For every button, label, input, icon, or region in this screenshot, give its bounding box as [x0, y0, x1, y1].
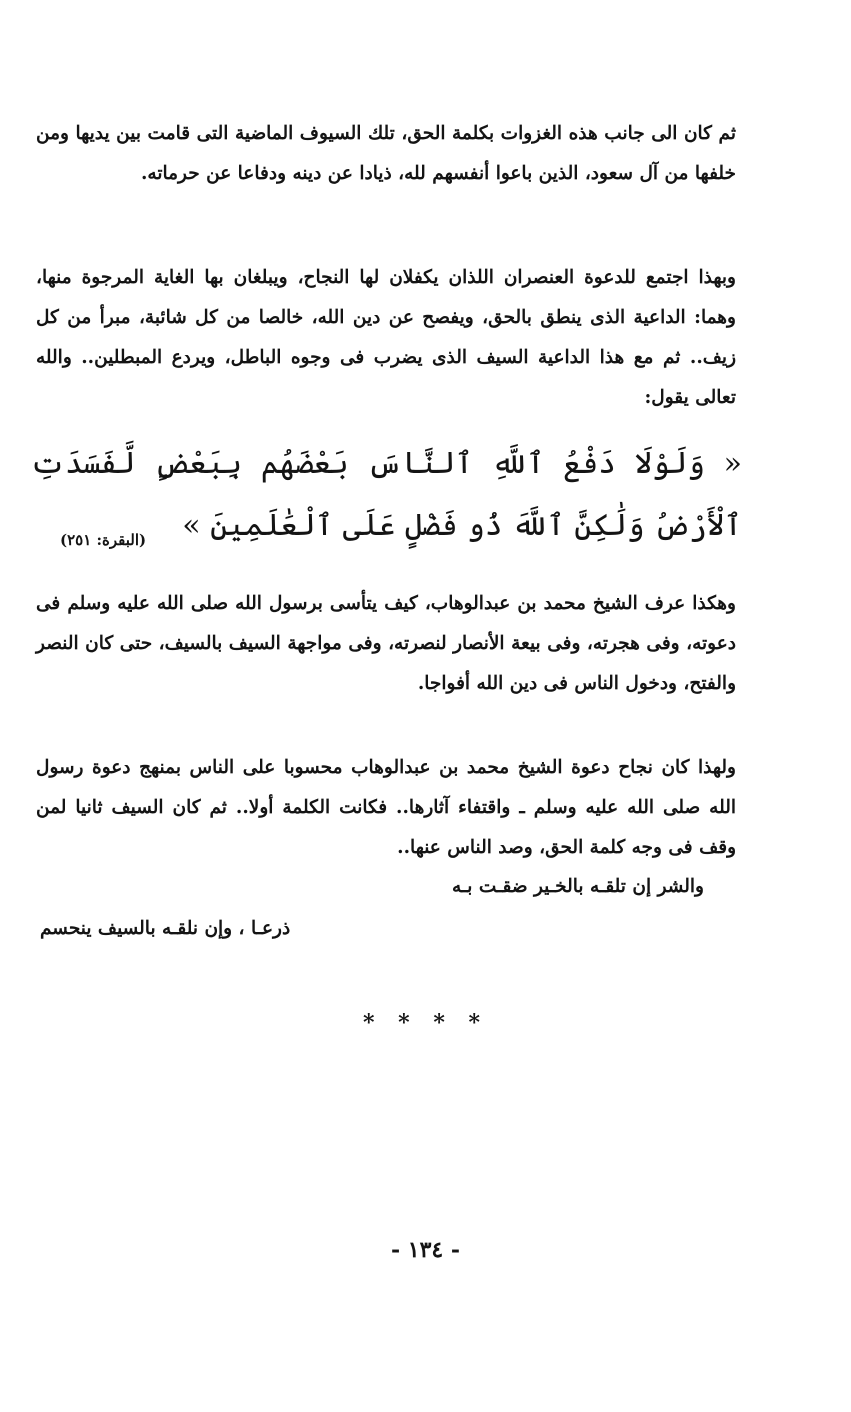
page-number: - ١٣٤ - — [390, 1237, 461, 1263]
verse-reference: (البقرة: ٢٥١) — [60, 531, 147, 549]
poem-line-1: والشر إن تلقـه بالخـير ضقـت بـه — [451, 876, 704, 897]
paragraph-3: وهكذا عرف الشيخ محمد بن عبدالوهاب، كيف يتأسى برسول الله صلى الله عليه وسلم فى دعوته، وفى هجرته، وفى بيعة الأنصار لنصرته، وفى مواجهة السيف بالسيف، حتى كان النصر والفتح، ودخول الناس فى دين الله أفواجا. — [36, 593, 736, 694]
paragraph-4: ولهذا كان نجاح دعوة الشيخ محمد بن عبدالوهاب محسوبا على الناس بمنهج دعوة رسول الله صلى الله عليه وسلم ـ واقتفاء آثارها.. فكانت الكلمة أولا.. ثم كان السيف ثانيا لمن وقف فى وجه كلمة الحق، وصد الناس عنها.. — [36, 757, 736, 858]
poem-line-2: ذرعـا ، وإن نلقـه بالسيف ينحسم — [40, 918, 291, 939]
paragraph-2: وبهذا اجتمع للدعوة العنصران اللذان يكفلان لها النجاح، ويبلغان بها الغاية المرجوة منها، وهما: الداعية الذى ينطق بالحق، ويفصح عن دين الله، خالصا من كل شائبة، مبرأ من كل زيف.. ثم مع هذا الداعية السيف الذى يضرب فى وجوه الباطل، ويردع المبطلين.. والله تعالى يقول: — [36, 267, 736, 408]
quran-verse: « وَلَوْلَا دَفْعُ ٱللَّهِ ٱلنَّاسَ بَعْضَهُم بِبَعْضٍ لَّفَسَدَتِ ٱلْأَرْضُ وَلَٰكِنَّ ٱللَّهَ ذُو فَضْلٍ عَلَى ٱلْعَٰلَمِينَ » — [30, 446, 742, 543]
paragraph-1: ثم كان الى جانب هذه الغزوات بكلمة الحق، تلك السيوف الماضية التى قامت بين يديها ومن خلفها من آل سعود، الذين باعوا أنفسهم لله، ذيادا عن دينه ودفاعا عن حرماته. — [36, 123, 736, 184]
section-separator: * * * * — [363, 1010, 488, 1036]
